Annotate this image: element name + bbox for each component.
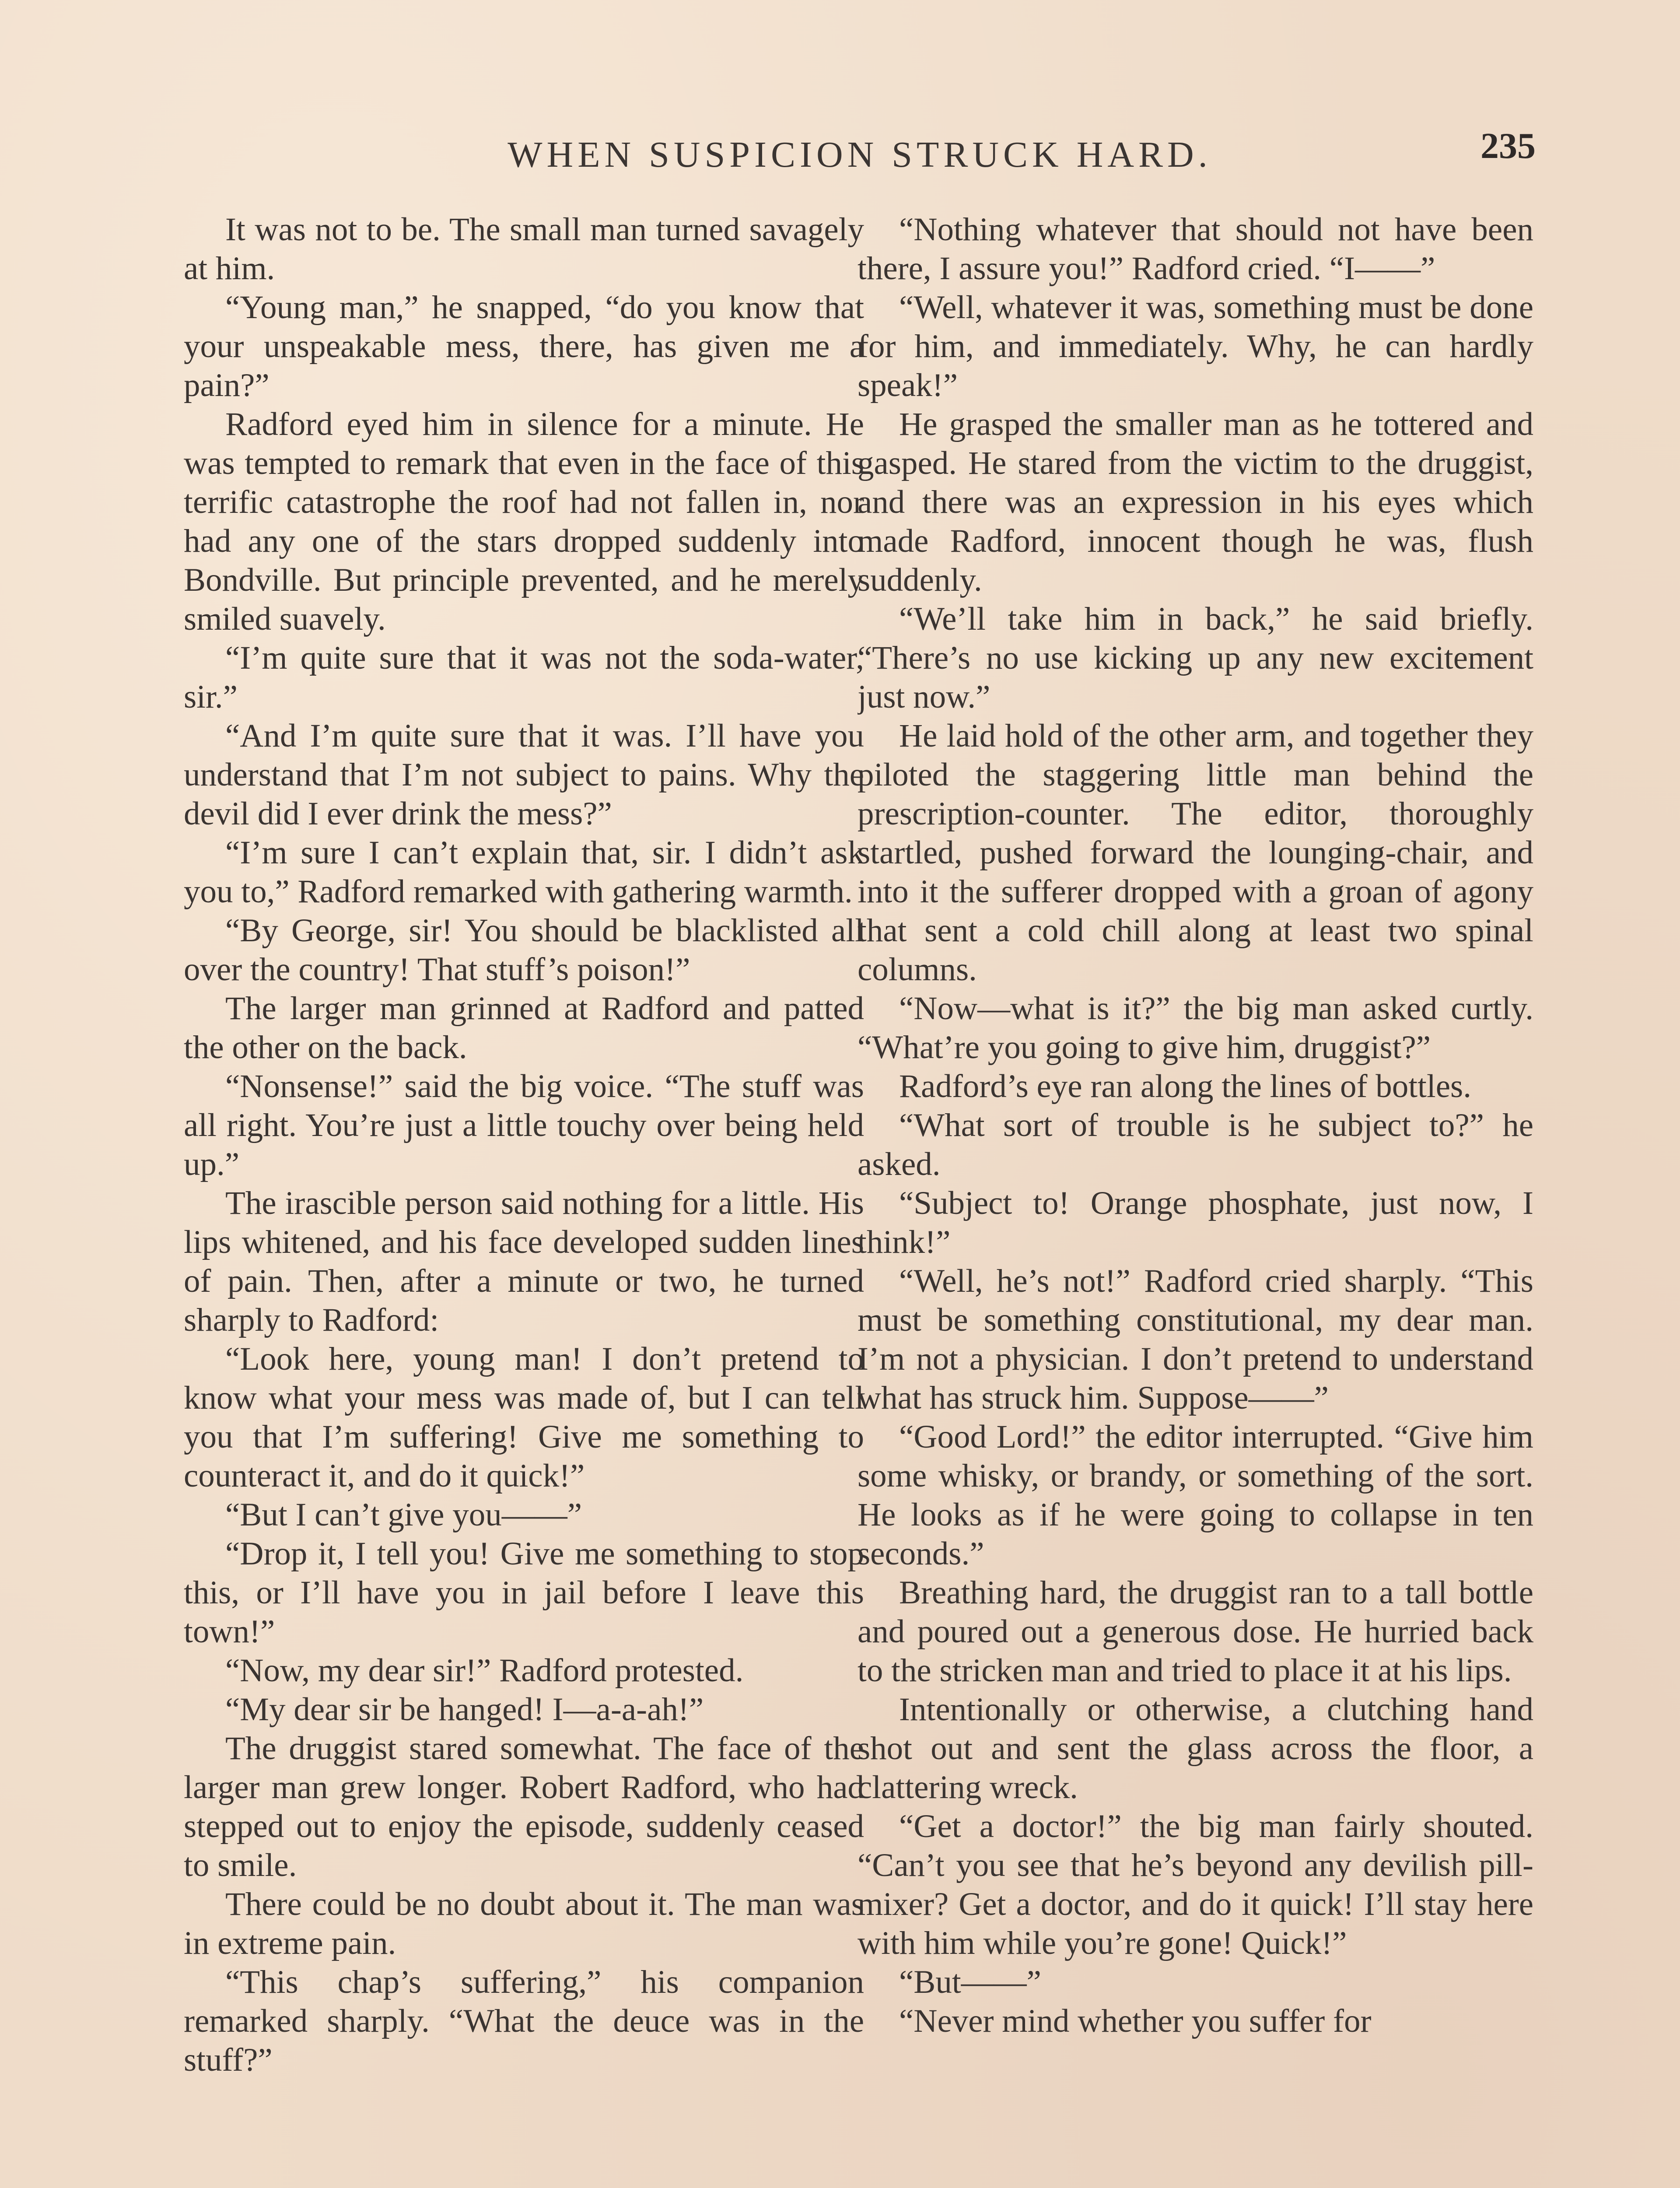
paragraph: “We’ll take him in back,” he said briefly. “There’s no use kicking up any new excitement just now.” xyxy=(858,601,1533,715)
paragraph: “What sort of trouble is he subject to?” he asked. xyxy=(858,1107,1533,1182)
paragraph: “Get a doctor!” the big man fairly shouted. “Can’t you see that he’s beyond any devilish pill-mixer? Get a doctor, and do it quick! I’ll stay here with him while you’re gone! Quick!” xyxy=(858,1808,1533,1961)
paragraph: The larger man grinned at Radford and patted the other on the back. xyxy=(184,990,864,1066)
paragraph: The irascible person said nothing for a little. His lips whitened, and his face developed sudden lines of pain. Then, after a minute or two, he turned sharply to Radford: xyxy=(184,1185,864,1338)
paragraph: “Never mind whether you suffer for xyxy=(899,2003,1372,2039)
paragraph: “Young man,” he snapped, “do you know that your unspeakable mess, there, has given me a pain?” xyxy=(184,289,864,403)
paragraph: “Subject to! Orange phosphate, just now, I think!” xyxy=(858,1185,1533,1260)
paragraph: “I’m quite sure that it was not the soda-water, sir.” xyxy=(184,640,864,715)
page-number: 235 xyxy=(1480,126,1536,166)
right-text-column xyxy=(858,210,1533,2188)
running-title: WHEN SUSPICION STRUCK HARD. xyxy=(508,134,1212,175)
paragraph: “I’m sure I can’t explain that, sir. I didn’t ask you to,” Radford remarked with gathering warmth. xyxy=(184,835,864,910)
paragraph: “Nothing whatever that should not have been there, I assure you!” Radford cried. “I——” xyxy=(858,211,1533,287)
paragraph: “Nonsense!” said the big voice. “The stuff was all right. You’re just a little touchy over being held up.” xyxy=(184,1068,864,1182)
paragraph: “This chap’s suffering,” his companion remarked sharply. “What the deuce was in the stuff?” xyxy=(184,1964,864,2078)
paragraph: “And I’m quite sure that it was. I’ll have you understand that I’m not subject to pains. Why the devil did I ever drink the mess?” xyxy=(184,718,864,832)
paragraph: “My dear sir be hanged! I—a-a-ah!” xyxy=(225,1691,704,1728)
paragraph: It was not to be. The small man turned savagely at him. xyxy=(184,211,864,287)
paragraph: “But I can’t give you——” xyxy=(225,1497,582,1533)
paragraph: “Now, my dear sir!” Radford protested. xyxy=(225,1652,744,1689)
paragraph: He grasped the smaller man as he tottered and gasped. He stared from the victim to the druggist, and there was an expression in his eyes which made Radford, innocent though he was, flush suddenly. xyxy=(858,406,1533,598)
paragraph: Breathing hard, the druggist ran to a tall bottle and poured out a generous dose. He hurried back to the stricken man and tried to place it at his lips. xyxy=(858,1574,1533,1689)
paragraph: “Well, he’s not!” Radford cried sharply. “This must be something constitutional, my dear man. I’m not a physician. I don’t pretend to understand what has struck him. Suppose——” xyxy=(858,1263,1533,1416)
paragraph: “Well, whatever it was, something must be done for him, and immediately. Why, he can hardly speak!” xyxy=(858,289,1533,403)
paragraph: Radford eyed him in silence for a minute. He was tempted to remark that even in the face of this terrific catastrophe the roof had not fallen in, nor had any one of the stars dropped suddenly into Bondville. But principle prevented, and he merely smiled suavely. xyxy=(184,406,864,637)
paragraph: There could be no doubt about it. The man was in extreme pain. xyxy=(184,1886,864,1961)
left-text-column xyxy=(184,210,864,2188)
paragraph: Intentionally or otherwise, a clutching hand shot out and sent the glass across the floor, a clattering wreck. xyxy=(858,1691,1533,1806)
paragraph: “But——” xyxy=(899,1964,1041,2000)
paragraph: “By George, sir! You should be blacklisted all over the country! That stuff’s poison!” xyxy=(184,912,864,988)
paragraph: “Drop it, I tell you! Give me something to stop this, or I’ll have you in jail before I leave this town!” xyxy=(184,1536,864,1650)
paragraph: “Good Lord!” the editor interrupted. “Give him some whisky, or brandy, or something of the sort. He looks as if he were going to collapse in ten seconds.” xyxy=(858,1419,1533,1572)
paragraph: Radford’s eye ran along the lines of bottles. xyxy=(899,1068,1471,1105)
paragraph: “Now—what is it?” the big man asked curtly. “What’re you going to give him, druggist?” xyxy=(858,990,1533,1066)
paragraph: The druggist stared somewhat. The face of the larger man grew longer. Robert Radford, who had stepped out to enjoy the episode, suddenly ceased to smile. xyxy=(184,1730,864,1883)
page-header xyxy=(184,125,1536,182)
paragraph: He laid hold of the other arm, and together they piloted the staggering little man behind the prescription-counter. The editor, thoroughly startled, pushed forward the lounging-chair, and into it the sufferer dropped with a groan of agony that sent a cold chill along at least two spinal columns. xyxy=(858,718,1533,988)
paragraph: “Look here, young man! I don’t pretend to know what your mess was made of, but I can tell you that I’m suffering! Give me something to counteract it, and do it quick!” xyxy=(184,1341,864,1494)
